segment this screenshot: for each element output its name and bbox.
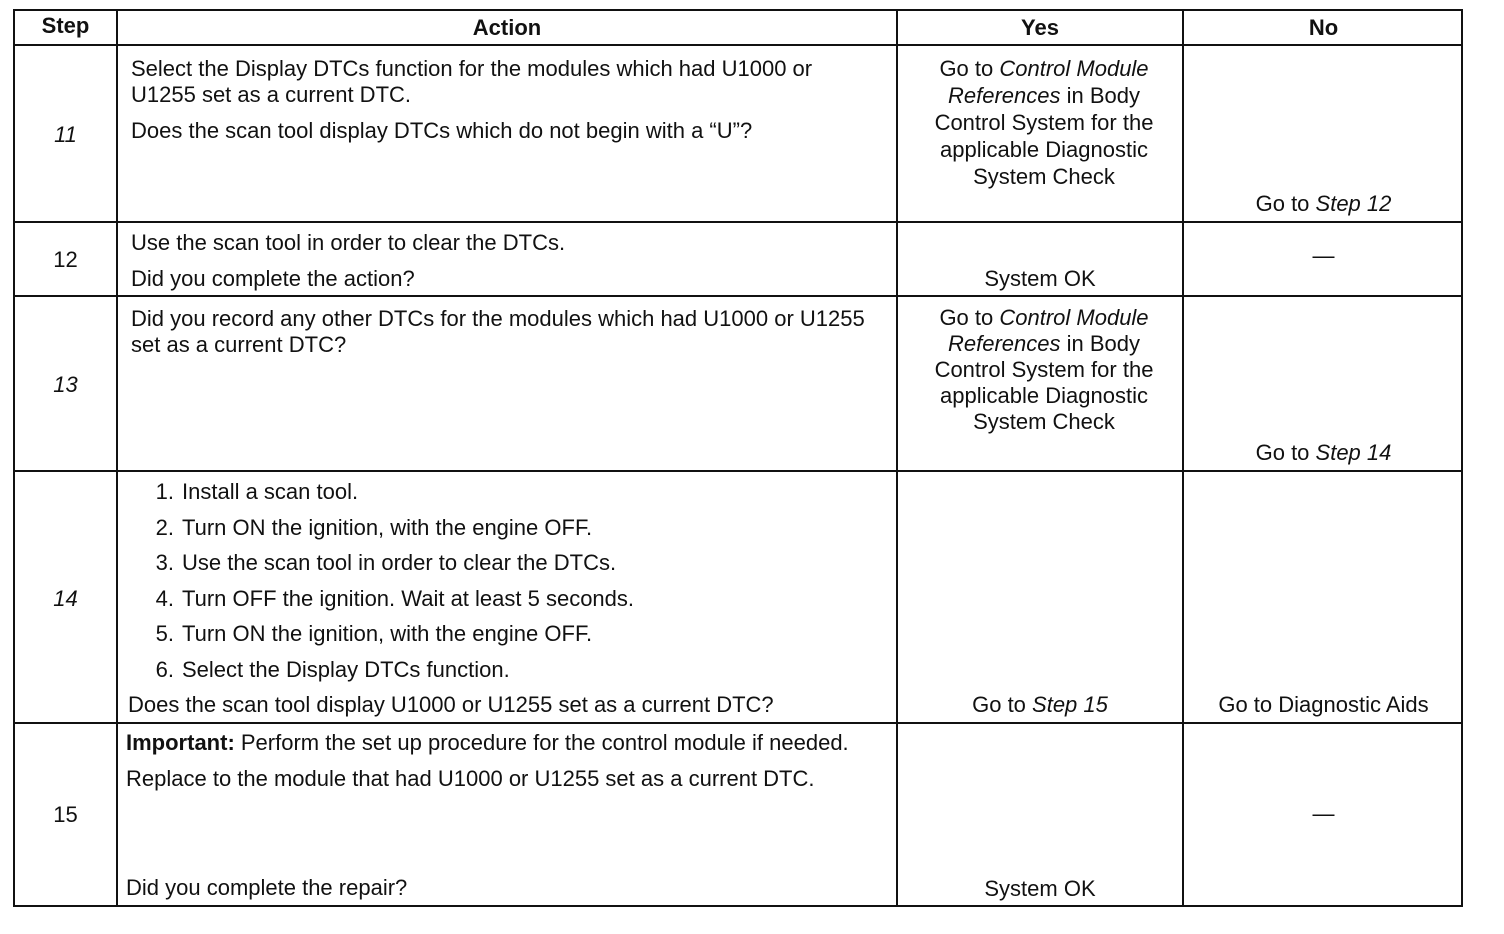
header-action: Action: [472, 15, 542, 40]
list-item: 2. Turn ON the ignition, with the engine OFF.: [155, 514, 593, 540]
no-cell: Go to Step 14: [1255, 440, 1392, 465]
important-note: Important: Perform the set up procedure for the control module if needed.: [126, 730, 849, 755]
step-link[interactable]: Step 15: [1032, 692, 1108, 717]
no-cell: —: [1312, 243, 1335, 268]
no-cell: —: [1312, 801, 1335, 826]
step-number: 15: [53, 802, 78, 827]
action-text: Replace to the module that had U1000 or U1255 set as a current DTC.: [126, 766, 815, 791]
action-question: Did you complete the repair?: [126, 875, 408, 900]
action-text: Select the Display DTCs function for the modules which had U1000 or U1255 set as a current DTC.: [131, 56, 813, 107]
list-item: 5. Turn ON the ignition, with the engine OFF.: [155, 621, 593, 646]
yes-cell: System OK: [984, 266, 1096, 291]
action-question: Did you complete the action?: [131, 266, 415, 291]
action-text: Did you record any other DTCs for the modules which had U1000 or U1255 set as a current DTC?: [131, 306, 865, 357]
header-yes: Yes: [1021, 15, 1059, 40]
action-steps-list: [140, 479, 634, 692]
action-cell: [118, 479, 896, 722]
step-number: 11: [54, 122, 77, 147]
list-item: 1. Install a scan tool.: [155, 479, 359, 504]
step-number: 13: [53, 372, 78, 397]
important-label: Important:: [126, 730, 235, 755]
action-cell: [131, 306, 881, 358]
step-number: 12: [53, 247, 78, 272]
header-no: No: [1308, 15, 1339, 40]
step-link[interactable]: Step 14: [1315, 440, 1392, 465]
yes-cell: System OK: [984, 876, 1096, 901]
no-cell[interactable]: Go to Diagnostic Aids: [1218, 692, 1429, 717]
reference-link[interactable]: Control Module References: [947, 305, 1149, 356]
diagnostic-table: [13, 9, 1463, 907]
action-question: Does the scan tool display DTCs which do not begin with a “U”?: [131, 118, 753, 143]
action-cell: [131, 56, 851, 144]
step-number: 14: [53, 586, 78, 611]
yes-cell: Go to Control Module References in Body Control System for the applicable Diagnostic System Check: [934, 56, 1154, 189]
step-link[interactable]: Step 12: [1315, 191, 1392, 216]
action-question: Does the scan tool display U1000 or U1255 set as a current DTC?: [128, 692, 774, 717]
list-item: 4. Turn OFF the ignition. Wait at least 5 seconds.: [155, 585, 635, 611]
action-text: Use the scan tool in order to clear the DTCs.: [131, 230, 566, 255]
list-item: 6. Select the Display DTCs function.: [155, 656, 510, 682]
reference-link[interactable]: Control Module References: [947, 56, 1149, 108]
yes-cell: Go to Step 15: [972, 692, 1108, 717]
list-item: 3. Use the scan tool in order to clear the DTCs.: [155, 550, 617, 575]
yes-cell: Go to Control Module References in Body Control System for the applicable Diagnostic System Check: [934, 305, 1154, 434]
action-cell: [131, 230, 851, 292]
action-cell: [126, 730, 876, 792]
header-step: Step: [41, 13, 90, 38]
no-cell: Go to Step 12: [1255, 191, 1392, 216]
